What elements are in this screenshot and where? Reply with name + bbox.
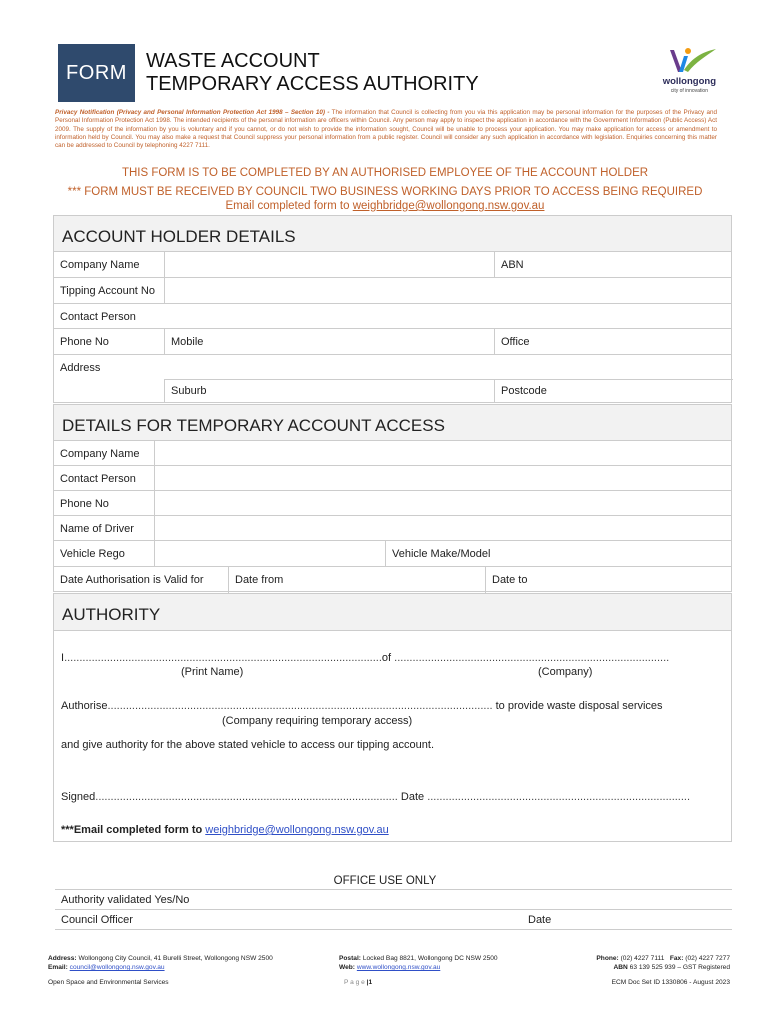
authority-email-link[interactable]: weighbridge@wollongong.nsw.gov.au [205, 824, 389, 836]
temp-company-field[interactable] [154, 441, 731, 465]
date-to-field[interactable] [485, 567, 731, 593]
authority-name-line[interactable]: I........................................................................................................of .......................................................................................... [61, 652, 670, 664]
office-row-validated [55, 890, 732, 910]
office-date-label: Date [528, 914, 552, 926]
temp-contact-field[interactable] [154, 466, 731, 490]
suburb-field[interactable] [164, 379, 494, 403]
form-row-address [54, 355, 731, 403]
signature-line[interactable]: Signed................................................................................................... Date ...................................................................................... [61, 791, 691, 803]
authority-authorise-line[interactable]: Authorise.............................................................................................................................. to provide waste disposal services [61, 700, 663, 712]
office-use-title: OFFICE USE ONLY [333, 875, 437, 887]
postcode-field[interactable] [494, 379, 733, 403]
abn-label: ABN [501, 259, 524, 271]
company-name-field[interactable] [164, 252, 494, 277]
office-row-officer [55, 910, 732, 930]
temp-company-label: Company Name [60, 448, 140, 460]
form-badge: FORM [58, 44, 135, 102]
form-row-tipping-account [54, 278, 731, 304]
date-to-label: Date to [492, 574, 528, 586]
driver-label: Name of Driver [60, 523, 134, 535]
council-officer-field[interactable] [55, 910, 522, 929]
temp-access-section [53, 404, 732, 592]
company-requiring-caption: (Company requiring temporary access) [222, 715, 413, 727]
office-phone-label: Office [501, 336, 530, 348]
form-row-temp-company [54, 441, 731, 466]
tipping-account-label: Tipping Account No [60, 285, 155, 297]
temp-phone-label: Phone No [60, 498, 109, 510]
footer-postal: Postal: Locked Bag 8821, Wollongong DC NSW 2500 Web: www.wollongong.nsw.gov.au [339, 955, 498, 971]
notice-authorised-employee: THIS FORM IS TO BE COMPLETED BY AN AUTHORISED EMPLOYEE OF THE ACCOUNT HOLDER [121, 167, 649, 179]
authority-section [53, 593, 732, 842]
office-phone-field[interactable] [494, 329, 733, 354]
footer-page-number: P a g e |1 [344, 979, 373, 986]
print-name-caption: (Print Name) [181, 666, 244, 678]
valid-for-label: Date Authorisation is Valid for [60, 574, 204, 586]
council-officer-label: Council Officer [61, 914, 133, 926]
footer-department: Open Space and Environmental Services [48, 979, 169, 986]
authority-email-line: ***Email completed form to weighbridge@wollongong.nsw.gov.au [61, 824, 389, 836]
authority-validated-field[interactable] [55, 890, 732, 909]
account-holder-heading: ACCOUNT HOLDER DETAILS [54, 216, 731, 252]
account-holder-section [53, 215, 732, 403]
give-authority-text: and give authority for the above stated vehicle to access our tipping account. [61, 739, 435, 751]
form-row-company-name [54, 252, 731, 278]
logo-tagline: city of innovation [670, 88, 708, 94]
authority-validated-label: Authority validated Yes/No [61, 894, 190, 906]
form-row-contact-person [54, 304, 731, 329]
temp-access-heading: DETAILS FOR TEMPORARY ACCOUNT ACCESS [54, 405, 731, 441]
date-from-field[interactable] [228, 567, 485, 593]
authority-body [54, 631, 731, 863]
make-model-label: Vehicle Make/Model [392, 548, 491, 560]
form-header [58, 44, 718, 102]
form-title: WASTE ACCOUNT TEMPORARY ACCESS AUTHORITY [146, 50, 479, 95]
mobile-label: Mobile [171, 336, 204, 348]
footer-phone: Phone: (02) 4227 7111 Fax: (02) 4227 7277 ABN 63 139 525 939 – GST Registered [596, 955, 730, 971]
temp-contact-label: Contact Person [60, 473, 136, 485]
contact-person-field[interactable] [164, 304, 731, 328]
address-label: Address [60, 362, 101, 374]
footer-meta [48, 978, 730, 988]
contact-person-label: Contact Person [60, 311, 136, 323]
form-row-valid-dates [54, 567, 731, 593]
logo-wordmark: wollongong [662, 76, 716, 87]
office-use-table [55, 889, 732, 930]
make-model-field[interactable] [385, 541, 731, 566]
postcode-label: Postcode [501, 385, 547, 397]
privacy-notice: Privacy Notification (Privacy and Personal Information Protection Act 1998 – Section 10) - The information that Council is collecting from you via this application may be personal information for the purposes of the Privacy and Personal Information Protection Act 1998. The intended recipients of the personal information are officers within Council. Any person may apply to inspect the application in accordance with the Government Information (Public Access) Act 2009. The supply of the information by you is voluntary and if you cannot, or do not wish to provide the information sought, Council will be unable to process your application. You may make application for access or amendment to information held by Council. You may also make a request that Council suppress your personal information from a public register. Council will consider any such application in accordance with legislation. Enquiries concerning this matter can be addressed to Council by telephoning 4227 7111. [55, 109, 717, 150]
suburb-label: Suburb [171, 385, 207, 397]
form-row-vehicle [54, 541, 731, 567]
temp-phone-field[interactable] [154, 491, 731, 515]
notice-email: Email completed form to weighbridge@wollongong.nsw.gov.au [225, 200, 545, 212]
footer-doc-id: ECM Doc Set ID 1330806 - August 2023 [611, 979, 730, 986]
form-row-phone [54, 329, 731, 355]
footer-contacts [48, 954, 730, 974]
notice-email-link[interactable]: weighbridge@wollongong.nsw.gov.au [352, 200, 545, 212]
driver-field[interactable] [154, 516, 731, 540]
notice-two-days: *** FORM MUST BE RECEIVED BY COUNCIL TWO BUSINESS WORKING DAYS PRIOR TO ACCESS BEING REQUIRED [67, 186, 703, 198]
tipping-account-field[interactable] [164, 278, 731, 303]
company-caption: (Company) [538, 666, 593, 678]
company-name-label: Company Name [60, 259, 140, 271]
office-date-field[interactable] [522, 910, 732, 929]
form-row-temp-contact [54, 466, 731, 491]
mobile-field[interactable] [164, 329, 494, 354]
abn-field[interactable] [494, 252, 733, 277]
rego-label: Vehicle Rego [60, 548, 125, 560]
form-row-driver [54, 516, 731, 541]
footer-email-link[interactable]: council@wollongong.nsw.gov.au [69, 964, 165, 971]
form-row-temp-phone [54, 491, 731, 516]
authority-heading: AUTHORITY [54, 594, 731, 631]
phone-label: Phone No [60, 336, 109, 348]
rego-field[interactable] [154, 541, 385, 566]
footer-web-link[interactable]: www.wollongong.nsw.gov.au [356, 964, 441, 971]
date-from-label: Date from [235, 574, 284, 586]
footer-address: Address: Wollongong City Council, 41 Burelli Street, Wollongong NSW 2500 Email: council@wollongong.nsw.gov.au [48, 955, 273, 971]
